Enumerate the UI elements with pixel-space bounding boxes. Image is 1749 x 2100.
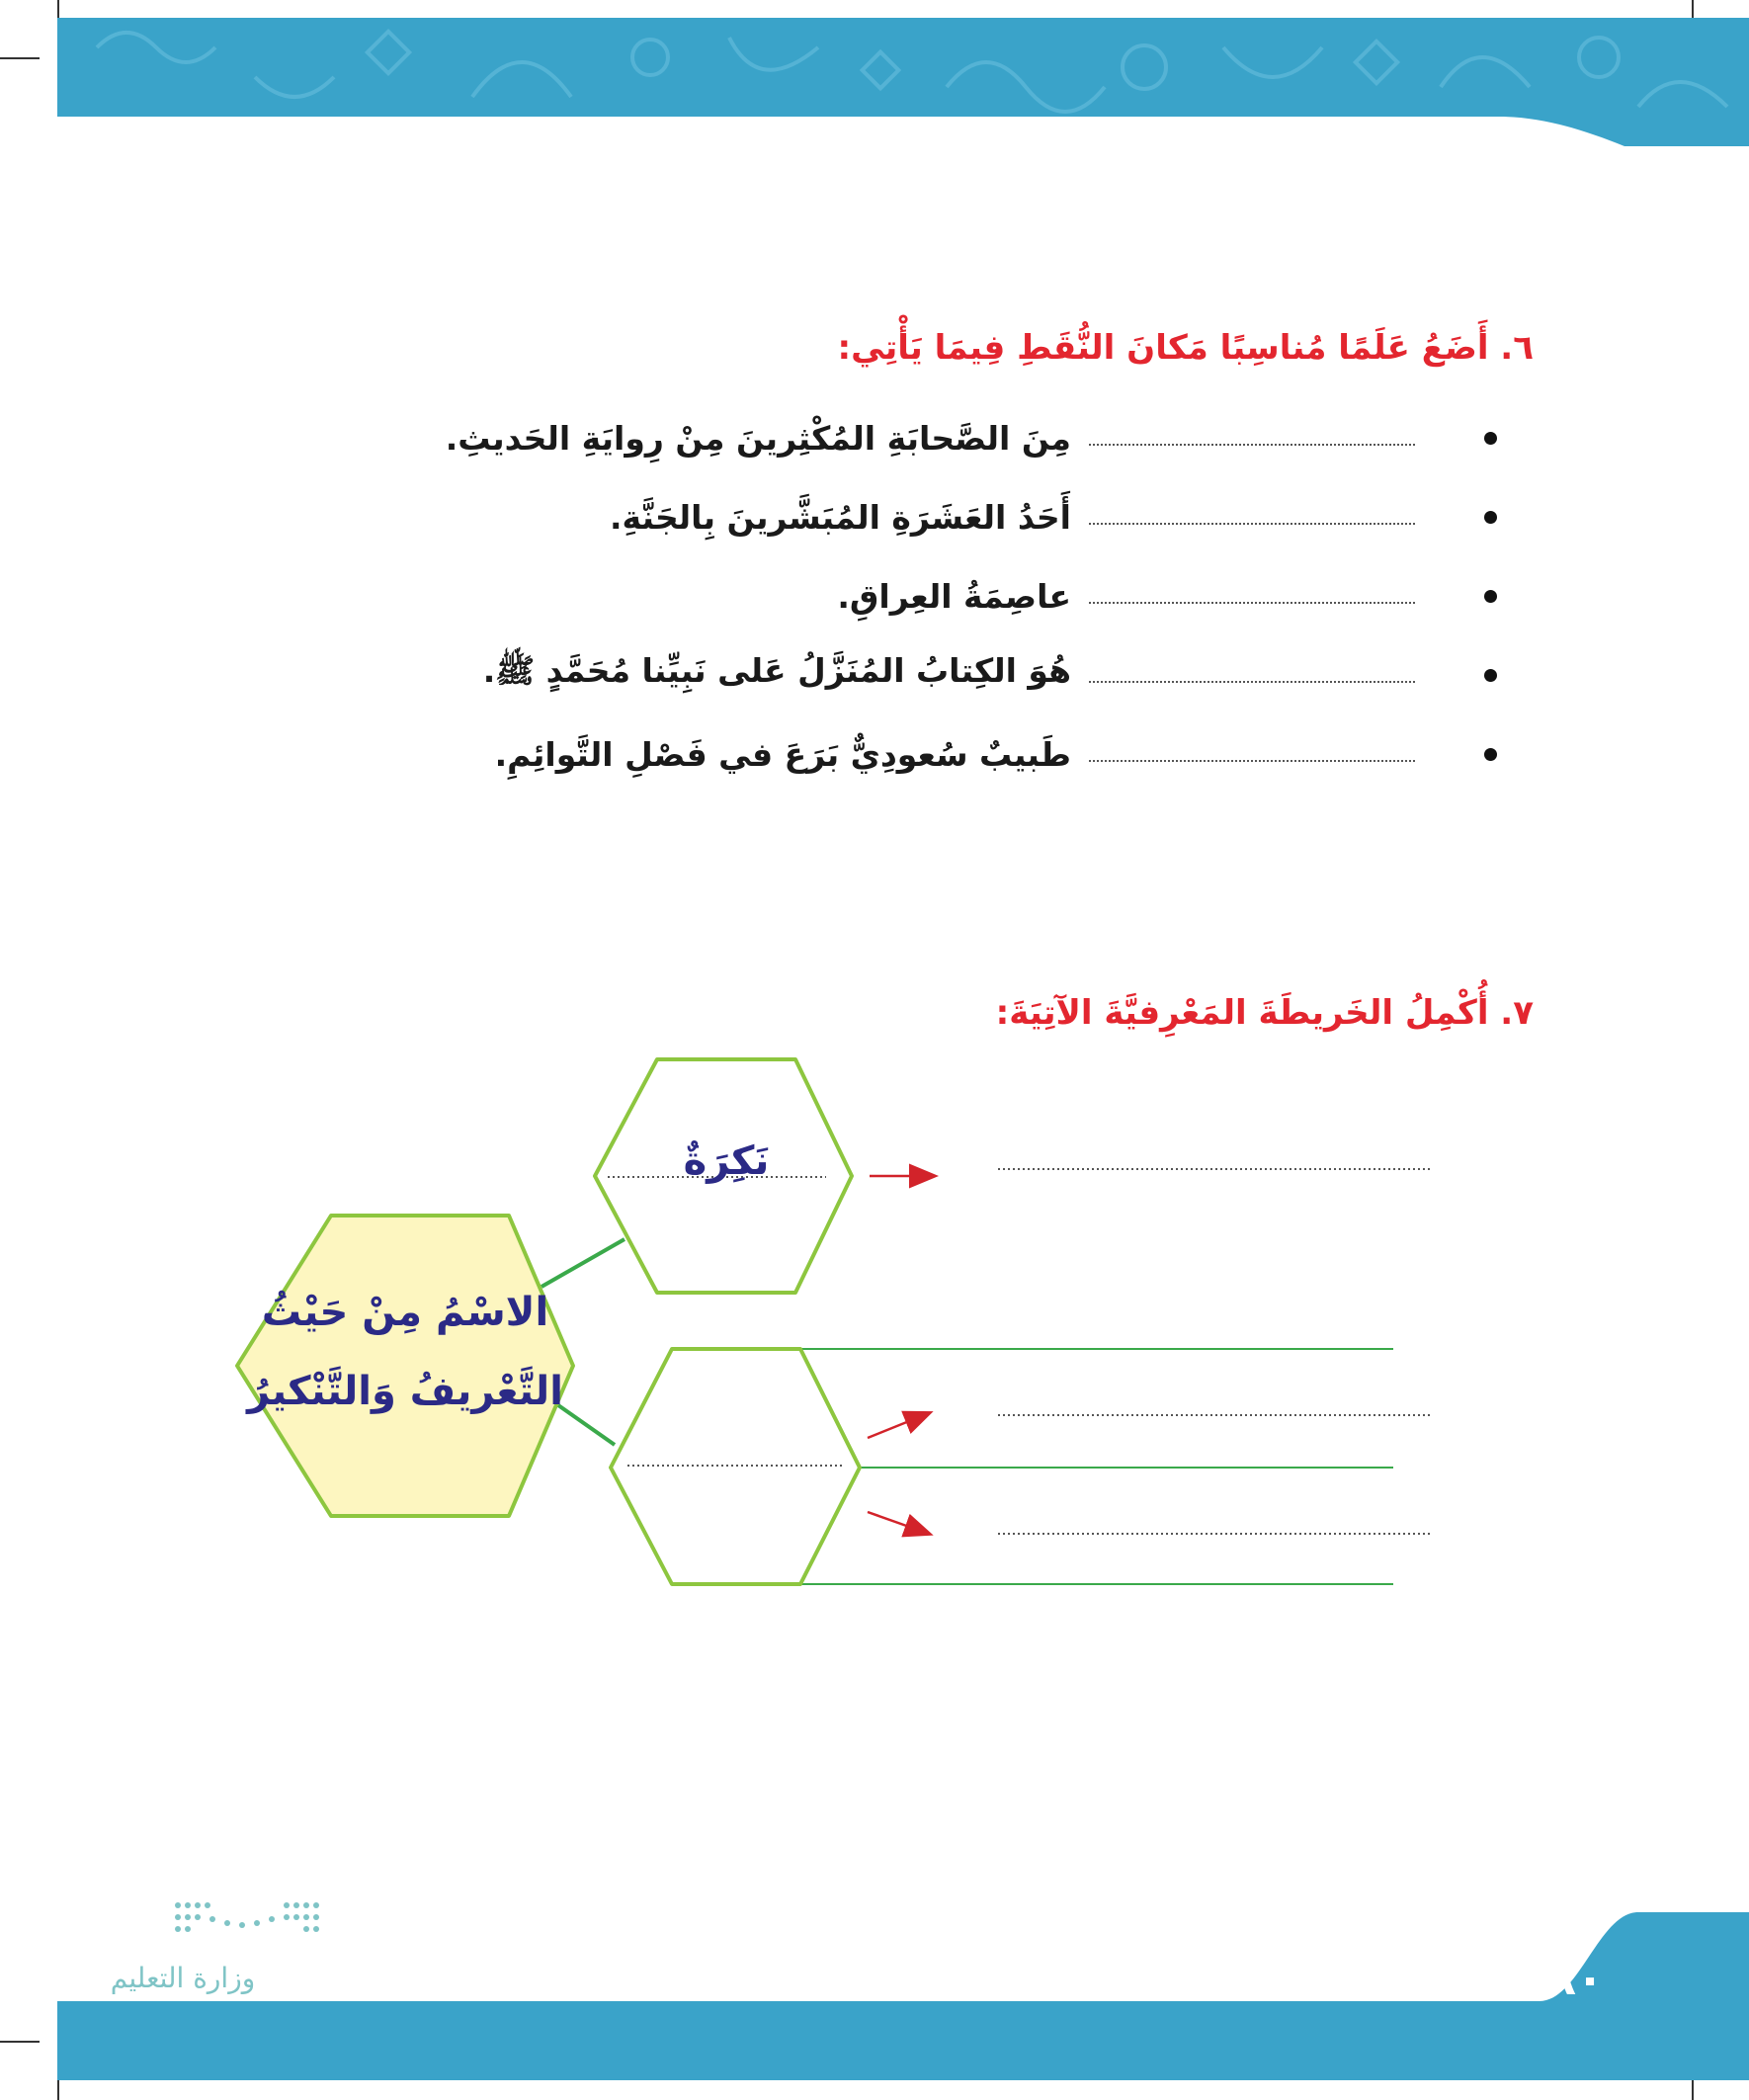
page-number: ٨٠	[1547, 1952, 1605, 2005]
item-text: طَبيبٌ سُعودِيٌّ بَرَعَ في فَصْلِ التَّوائِمِ.	[494, 734, 1071, 774]
top-hexagon-label: نَكِرَةٌ	[683, 1138, 770, 1184]
item-text: هُوَ الكِتابُ المُنَزَّلُ عَلى نَبِيِّنا مُحَمَّدٍ ﷺ.	[482, 651, 1071, 690]
item-text: أَحَدُ العَشَرَةِ المُبَشَّرينَ بِالجَنَّةِ.	[609, 497, 1071, 537]
connector-line	[558, 1405, 615, 1445]
arrow-icon	[868, 1413, 929, 1438]
center-hexagon-line1: الاسْمُ مِنْ حَيْثُ	[261, 1290, 549, 1335]
center-hexagon-line2: التَّعْريفُ وَالتَّنْكيرُ	[247, 1369, 563, 1414]
item-text: عاصِمَةُ العِراقِ.	[837, 576, 1071, 616]
connector-line	[541, 1239, 625, 1287]
exercise-6-title: ٦. أَضَعُ عَلَمًا مُناسِبًا مَكانَ النُّقَطِ فِيمَا يَأْتِي:	[837, 328, 1534, 368]
center-hexagon	[237, 1216, 573, 1516]
arrow-icon	[868, 1512, 929, 1534]
exercise-7-title: ٧. أُكْمِلُ الخَريطَةَ المَعْرِفيَّةَ الآتِيَةَ:	[995, 993, 1534, 1033]
ministry-logo-icon	[168, 1897, 326, 1937]
item-text: مِنَ الصَّحابَةِ المُكْثِرينَ مِنْ رِوايَةِ الحَديثِ.	[445, 418, 1071, 458]
ministry-name: وزارة التعليم	[110, 1962, 256, 1994]
footer-band	[57, 1912, 1749, 2080]
